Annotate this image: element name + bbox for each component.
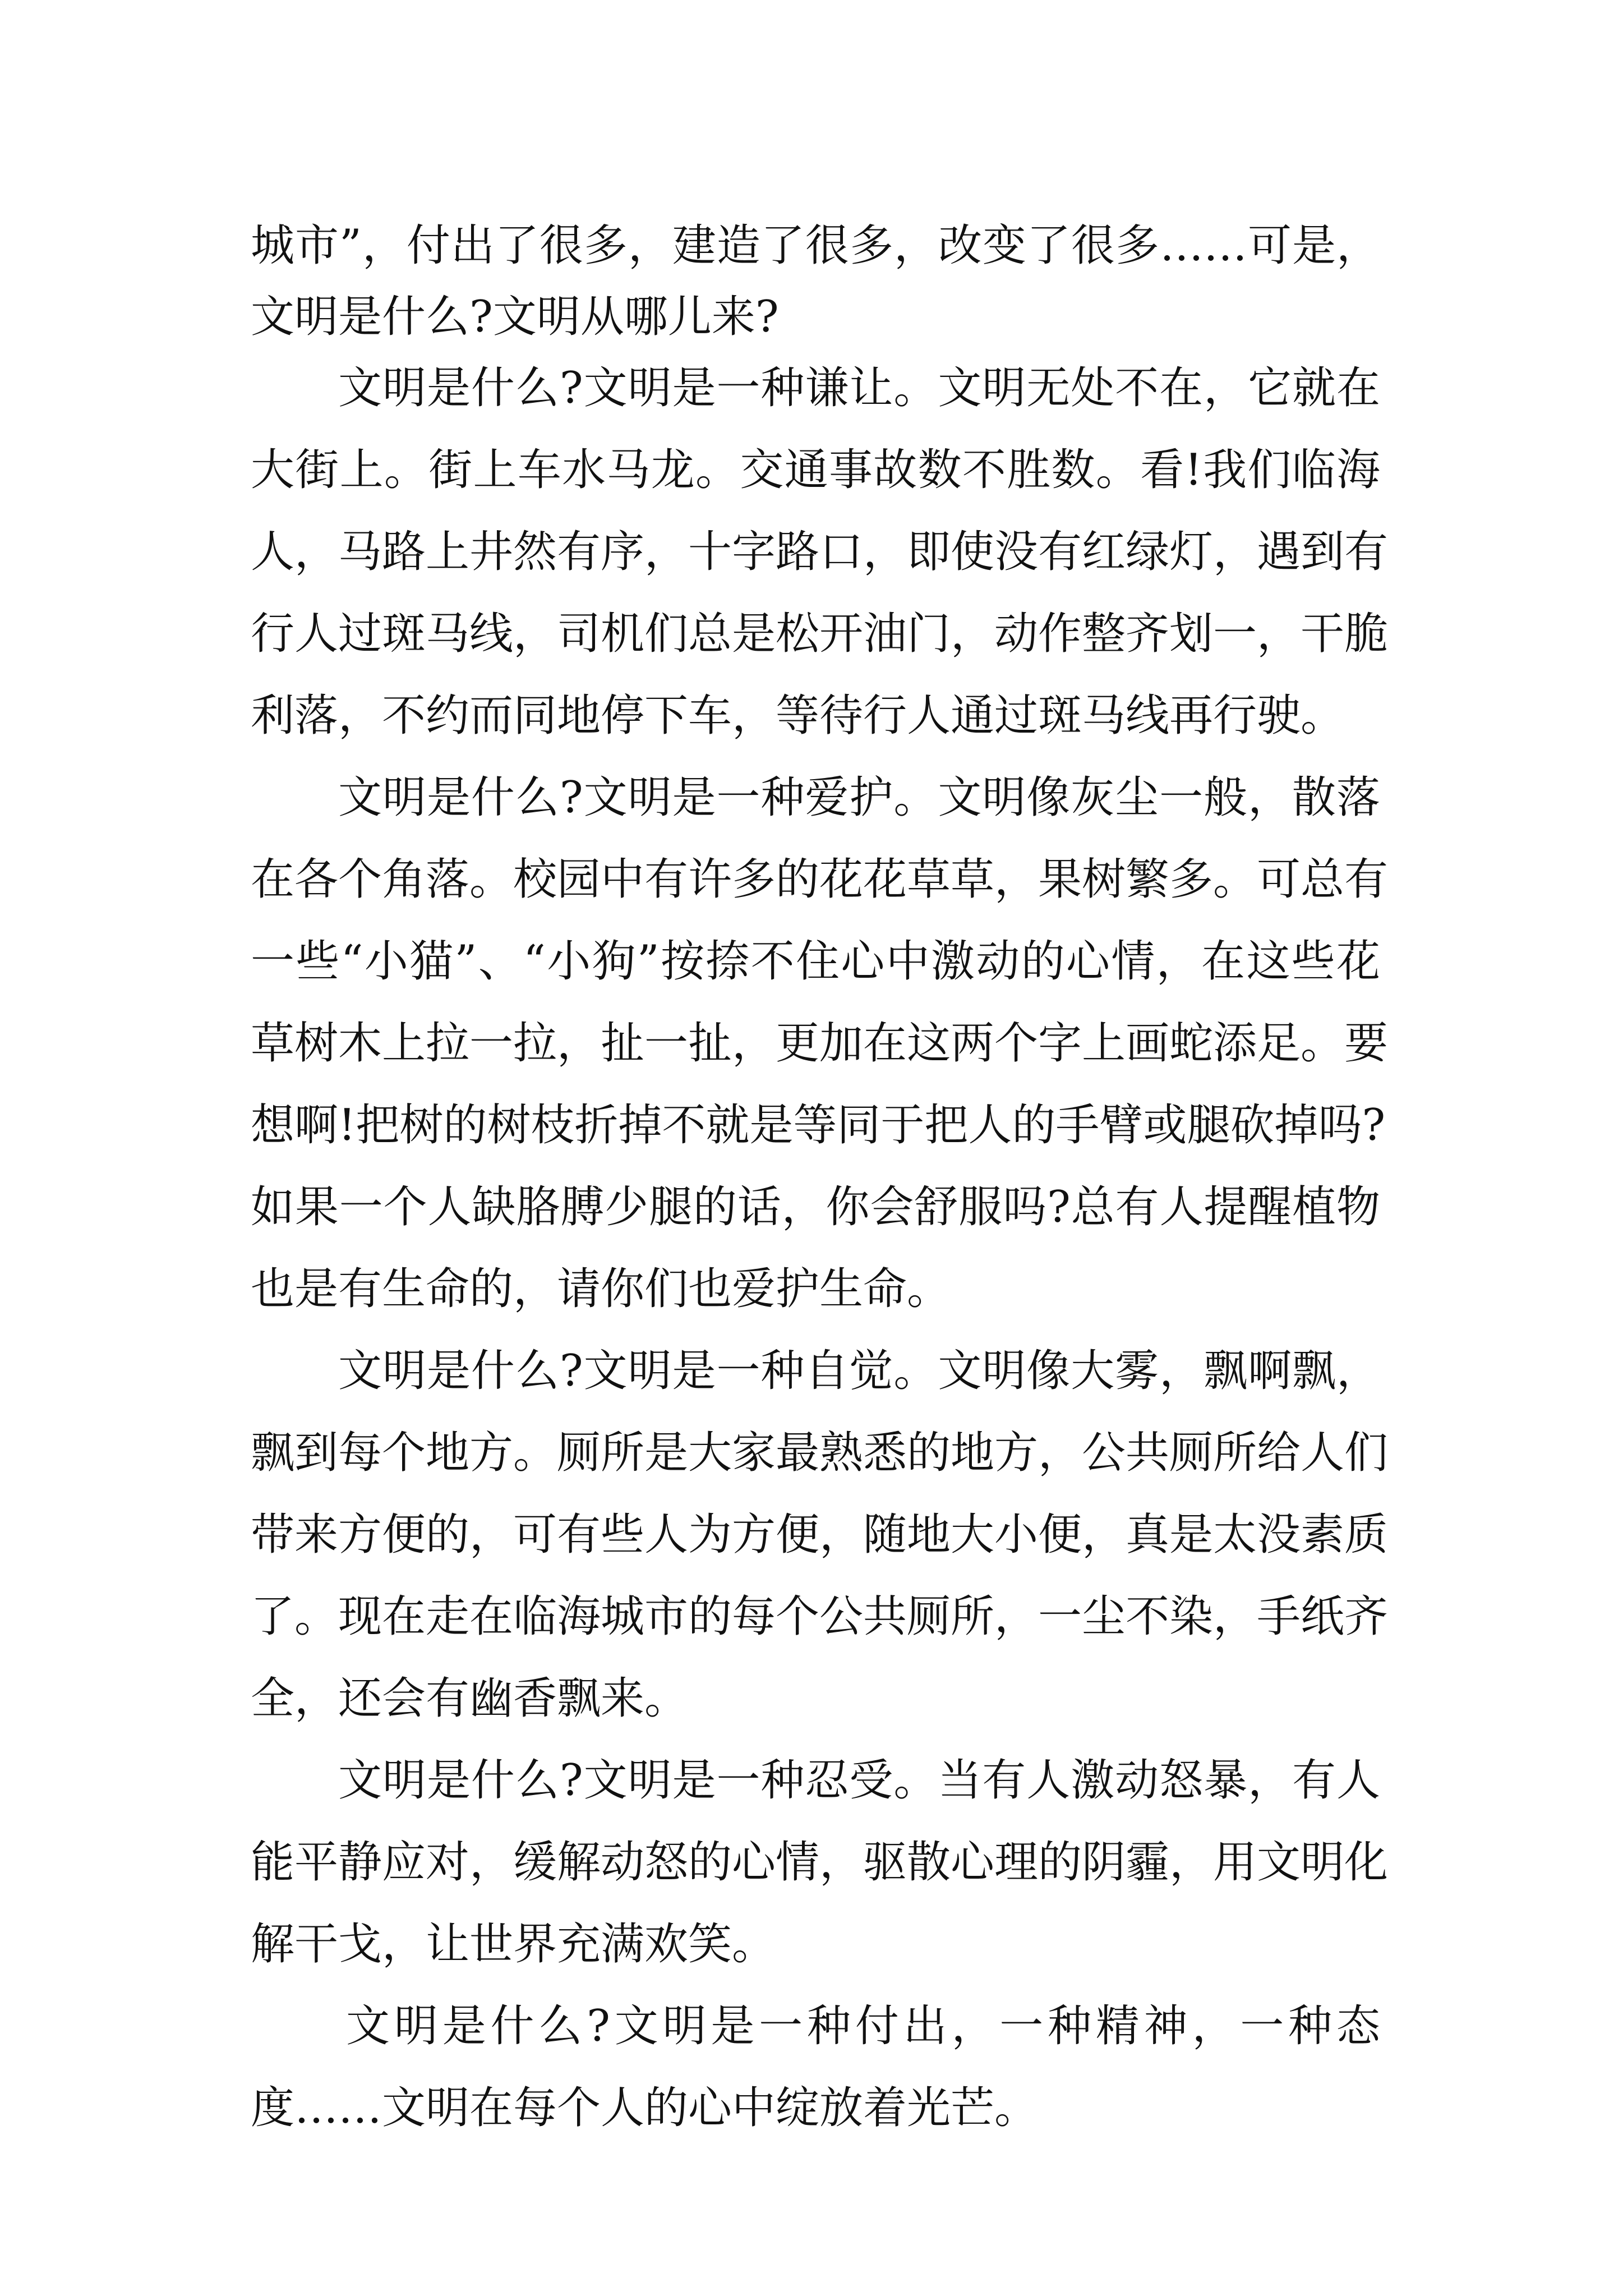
- paragraph-3-line-6: 如果一个人缺胳膊少腿的话，你会舒服吗?总有人提醒植物: [251, 1182, 1380, 1232]
- paragraph-3-line-3: 一些“小猫”、“小狗”按捺不住心中激动的心情，在这些花: [251, 936, 1380, 987]
- paragraph-4-line-2: 飘到每个地方。厕所是大家最熟悉的地方，公共厕所给人们: [251, 1428, 1389, 1478]
- paragraph-1-line-2: 文明是什么?文明从哪儿来?: [251, 292, 779, 342]
- paragraph-2-line-1: 文明是什么?文明是一种谦让。文明无处不在，它就在: [338, 363, 1380, 413]
- paragraph-2-line-5: 利落，不约而同地停下车，等待行人通过斑马线再行驶。: [251, 691, 1345, 741]
- paragraph-3-line-5: 想啊!把树的树枝折掉不就是等同于把人的手臂或腿砍掉吗?: [251, 1100, 1386, 1151]
- paragraph-4-line-4: 了。现在走在临海城市的每个公共厕所，一尘不染，手纸齐: [251, 1591, 1389, 1642]
- paragraph-5-line-3: 解干戈，让世界充满欢笑。: [251, 1919, 776, 1970]
- paragraph-2-line-2: 大街上。街上车水马龙。交通事故数不胜数。看!我们临海: [251, 445, 1380, 495]
- paragraph-2-line-3: 人，马路上井然有序，十字路口，即使没有红绿灯，遇到有: [251, 527, 1389, 577]
- paragraph-4-line-1: 文明是什么?文明是一种自觉。文明像大雾，飘啊飘，: [338, 1346, 1380, 1396]
- paragraph-2-line-4: 行人过斑马线，司机们总是松开油门，动作整齐划一，干脆: [251, 609, 1389, 659]
- paragraph-4-line-3: 带来方便的，可有些人为方便，随地大小便，真是太没素质: [251, 1510, 1389, 1560]
- paragraph-6-line-1: 文明是什么?文明是一种付出，一种精神，一种态: [346, 2001, 1380, 2051]
- paragraph-3-line-1: 文明是什么?文明是一种爱护。文明像灰尘一般，散落: [338, 772, 1380, 823]
- paragraph-5-line-2: 能平静应对，缓解动怒的心情，驱散心理的阴霾，用文明化: [251, 1837, 1389, 1888]
- paragraph-4-line-5: 全，还会有幽香飘来。: [251, 1673, 689, 1724]
- paragraph-3-line-2: 在各个角落。校园中有许多的花花草草，果树繁多。可总有: [251, 854, 1389, 905]
- paragraph-3-line-7: 也是有生命的，请你们也爱护生命。: [251, 1264, 951, 1314]
- paragraph-5-line-1: 文明是什么?文明是一种忍受。当有人激动怒暴，有人: [338, 1755, 1380, 1806]
- paragraph-6-line-2: 度……文明在每个人的心中绽放着光芒。: [251, 2083, 1039, 2133]
- paragraph-3-line-4: 草树木上拉一拉，扯一扯，更加在这两个字上画蛇添足。要: [251, 1018, 1389, 1069]
- paragraph-1-line-1: 城市”，付出了很多，建造了很多，改变了很多……可是，: [251, 220, 1380, 271]
